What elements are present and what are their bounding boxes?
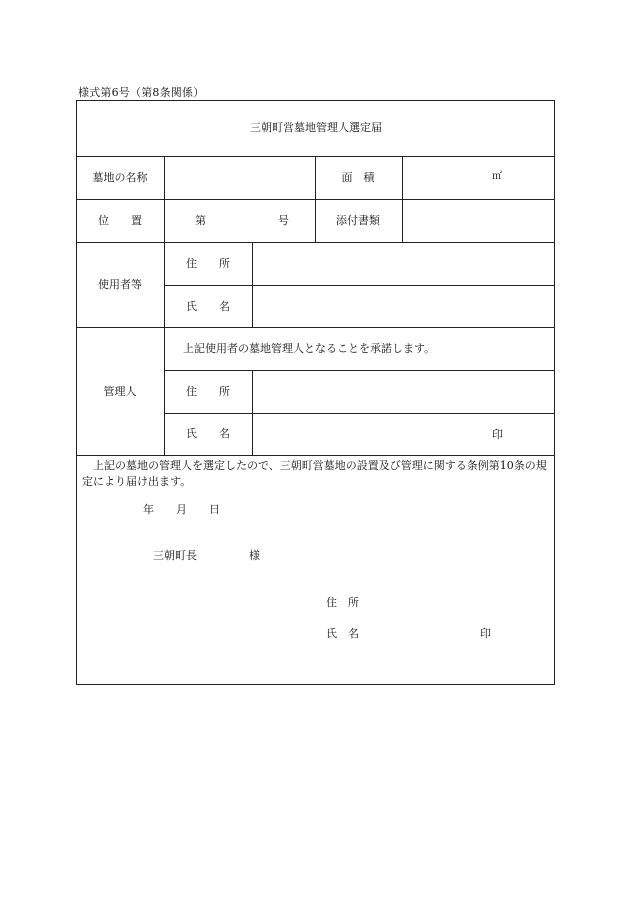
applicant-address-label: 住 所 [326, 596, 359, 609]
divider [164, 156, 165, 455]
divider [315, 156, 316, 242]
manager-address-field[interactable] [253, 371, 554, 412]
divider [76, 455, 555, 456]
manager-seal-mark: 印 [492, 428, 503, 441]
declaration-text: 上記の墓地の管理人を選定したので、三朝町営墓地の設置及び管理に関する条例第10条の規定により届け出ます。 [82, 459, 547, 488]
manager-name-label: 氏 名 [186, 427, 230, 440]
area-unit: ㎡ [492, 171, 502, 182]
location-go: 号 [278, 214, 289, 227]
declaration-date: 年 月 日 [143, 503, 220, 516]
manager-consent-text: 上記使用者の墓地管理人となることを承諾します。 [183, 342, 436, 355]
addressee: 三朝町長 [153, 549, 197, 562]
manager-section-label: 管理人 [103, 385, 137, 398]
form-title: 三朝町営墓地管理人選定届 [250, 121, 382, 134]
user-name-field[interactable] [253, 286, 554, 326]
user-address-field[interactable] [253, 243, 554, 284]
user-address-label: 住 所 [186, 257, 230, 270]
divider [76, 327, 555, 328]
addressee-honorific: 様 [249, 549, 260, 562]
attachments-field[interactable] [403, 200, 554, 241]
attachments-label: 添付書類 [336, 214, 380, 227]
area-label: 面 積 [341, 171, 375, 184]
manager-name-field[interactable] [253, 414, 554, 454]
cemetery-name-field[interactable] [165, 157, 314, 198]
user-name-label: 氏 名 [186, 300, 230, 313]
location-label: 位 置 [98, 214, 142, 227]
applicant-name-label: 氏 名 [326, 627, 359, 640]
area-field[interactable] [403, 157, 554, 198]
applicant-seal-mark: 印 [480, 627, 491, 640]
cemetery-name-label: 墓地の名称 [92, 171, 148, 184]
manager-address-label: 住 所 [186, 385, 230, 398]
user-section-label: 使用者等 [98, 278, 142, 291]
location-dai: 第 [195, 214, 206, 227]
form-number: 様式第6号（第8条関係） [78, 86, 205, 99]
